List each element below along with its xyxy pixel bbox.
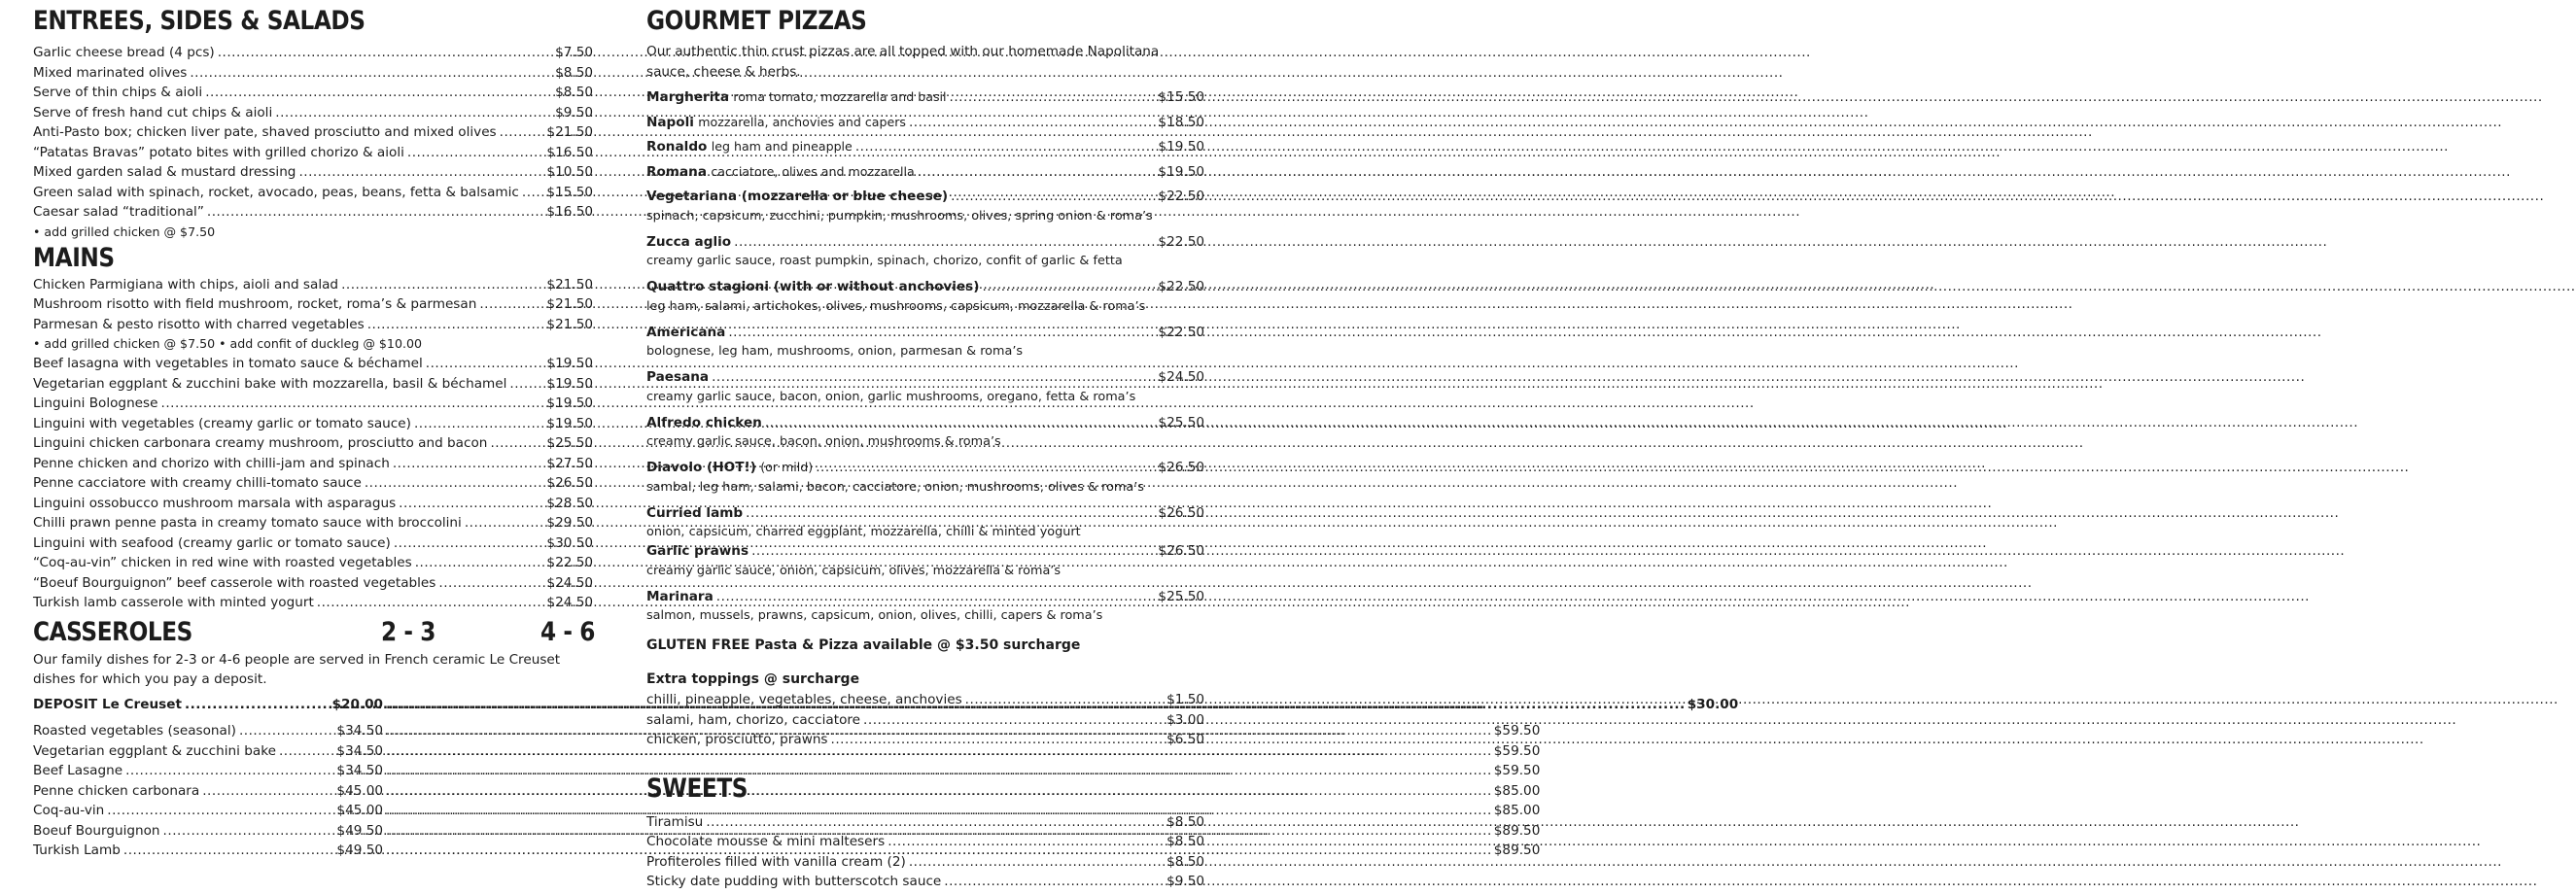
- sweet-item: Chocolate mousse & mini maltesers ..... $8.50: [646, 832, 1204, 852]
- menu-item: Anti-Pasto box; chicken liver pate, shaved prosciutto and mixed olives ..... $21.50: [33, 122, 593, 143]
- sweet-item: Tiramisu ..... $8.50: [646, 812, 1204, 833]
- pizza-toppings: spinach, capsicum, zucchini, pumpkin, mushrooms, olives, spring onion & roma’s: [646, 208, 1153, 224]
- mains-note: • add grilled chicken @ $7.50 • add confit of duckleg @ $10.00: [33, 336, 422, 351]
- menu-item: Parmesan & pesto risotto with charred vegetables ..... $21.50: [33, 315, 593, 335]
- extra-item: chilli, pineapple, vegetables, cheese, anchovies ..... $1.50: [646, 690, 1204, 710]
- pizzas-heading: GOURMET PIZZAS: [646, 6, 867, 36]
- casserole-item: Turkish Lamb ..... $49.50 ..... $89.50: [33, 841, 593, 861]
- pizza-toppings: sambal, leg ham, salami, bacon, cacciatore, onion, mushrooms, olives & roma’s: [646, 479, 1144, 495]
- right-column: [646, 0, 1204, 892]
- pizza-item: Napoli mozzarella, anchovies and capers ..... $18.50: [646, 113, 1204, 133]
- menu-item: Penne chicken and chorizo with chilli-jam and spinach ..... $27.50: [33, 454, 593, 474]
- pizza-item: Americana ..... $22.50: [646, 323, 1204, 343]
- pizza-item: Margherita roma tomato, mozzarella and basil ..... $15.50: [646, 87, 1204, 108]
- menu-item: Mushroom risotto with field mushroom, rocket, roma’s & parmesan ..... $21.50: [33, 294, 593, 315]
- menu-item: Serve of thin chips & aioli ..... $8.50: [33, 83, 593, 103]
- pizza-item: Vegetariana (mozzarella or blue cheese) ..... $22.50: [646, 187, 1204, 207]
- casserole-size-small: 2 - 3: [381, 616, 435, 647]
- pizza-toppings: onion, capsicum, charred eggplant, mozzarella, chilli & minted yogurt: [646, 525, 1081, 539]
- casseroles-header: [33, 617, 593, 650]
- menu-item: Linguini chicken carbonara creamy mushroom, prosciutto and bacon ..... $25.50: [33, 433, 593, 454]
- casserole-item: Penne chicken carbonara ..... $45.00 ..... $85.00: [33, 781, 593, 802]
- sweets-heading: SWEETS: [646, 773, 748, 804]
- pizza-item: Diavolo (HOT!) (or mild) ..... $26.50: [646, 458, 1204, 478]
- menu-item: Caesar salad “traditional” ..... $16.50: [33, 202, 593, 223]
- pizza-item: Marinara ..... $25.50: [646, 587, 1204, 607]
- menu-item: Mixed garden salad & mustard dressing ..... $10.50: [33, 162, 593, 183]
- pizza-item: Ronaldo leg ham and pineapple ..... $19.50: [646, 137, 1204, 157]
- menu-item: Chilli prawn penne pasta in creamy tomato sauce with broccolini ..... $29.50: [33, 513, 593, 533]
- entrees-heading: ENTREES, SIDES & SALADS: [33, 6, 366, 36]
- menu-item: Garlic cheese bread (4 pcs) ..... $7.50: [33, 43, 593, 63]
- gluten-free-note: GLUTEN FREE Pasta & Pizza available @ $3.50 surcharge: [646, 637, 1081, 653]
- casseroles-heading: CASSEROLES: [33, 616, 192, 647]
- extra-item: salami, ham, chorizo, cacciatore ..... $3.00: [646, 710, 1204, 731]
- menu-item: Serve of fresh hand cut chips & aioli ..... $9.50: [33, 103, 593, 123]
- menu-item: Linguini Bolognese ..... $19.50: [33, 394, 593, 414]
- menu-item: Green salad with spinach, rocket, avocado, peas, beans, fetta & balsamic ..... $15.50: [33, 183, 593, 203]
- casserole-item: Coq-au-vin ..... $45.00 ..... $85.00: [33, 801, 593, 821]
- pizza-toppings: creamy garlic sauce, onion, capsicum, olives, mozzarella & roma’s: [646, 563, 1062, 578]
- casserole-item: Boeuf Bourguignon ..... $49.50 ..... $89.50: [33, 821, 593, 842]
- casserole-item: Beef Lasagne ..... $34.50 ..... $59.50: [33, 761, 593, 781]
- pizza-item: Garlic prawns ..... $26.50: [646, 541, 1204, 562]
- pizza-toppings: leg ham, salami, artichokes, olives, mushrooms, capsicum, mozzarella & roma’s: [646, 298, 1146, 314]
- mains-heading: MAINS: [33, 242, 115, 273]
- extra-item: chicken, prosciutto, prawns ..... $6.50: [646, 730, 1204, 750]
- pizza-toppings: bolognese, leg ham, mushrooms, onion, parmesan & roma’s: [646, 344, 1024, 359]
- entrees-note: • add grilled chicken @ $7.50: [33, 224, 216, 239]
- menu-item: “Boeuf Bourguignon” beef casserole with roasted vegetables ..... $24.50: [33, 573, 593, 594]
- sweets-list: [646, 812, 1204, 892]
- menu-item: Chicken Parmigiana with chips, aioli and salad ..... $21.50: [33, 275, 593, 295]
- pizzas-list: [646, 87, 1204, 625]
- extra-toppings-list: [646, 690, 1204, 750]
- menu-item: Penne cacciatore with creamy chilli-tomato sauce ..... $26.50: [33, 473, 593, 494]
- menu-item: Turkish lamb casserole with minted yogurt ..... $24.50: [33, 593, 593, 613]
- menu-item: Mixed marinated olives ..... $8.50: [33, 63, 593, 84]
- menu-item: “Patatas Bravas” potato bites with grilled chorizo & aioli ..... $16.50: [33, 143, 593, 163]
- casserole-item: Roasted vegetables (seasonal) ..... $34.50 ..... $59.50: [33, 721, 593, 741]
- menu-item: Vegetarian eggplant & zucchini bake with mozzarella, basil & béchamel ..... $19.50: [33, 374, 593, 395]
- menu-item: Linguini ossobucco mushroom marsala with asparagus ..... $28.50: [33, 494, 593, 514]
- casserole-deposit: DEPOSIT Le Creuset ..... $20.00 ..... $30.00: [33, 695, 593, 715]
- casserole-item: Vegetarian eggplant & zucchini bake ..... $34.50 ..... $59.50: [33, 741, 593, 762]
- mains-list: [33, 275, 593, 613]
- menu-item: Linguini with seafood (creamy garlic or tomato sauce) ..... $30.50: [33, 533, 593, 554]
- pizza-toppings: creamy garlic sauce, roast pumpkin, spinach, chorizo, confit of garlic & fetta: [646, 254, 1123, 268]
- casserole-size-large: 4 - 6: [540, 616, 595, 647]
- pizza-toppings: creamy garlic sauce, bacon, onion, garlic mushrooms, oregano, fetta & roma’s: [646, 389, 1136, 404]
- extra-toppings-heading: Extra toppings @ surcharge: [646, 671, 860, 687]
- menu-item: Beef lasagna with vegetables in tomato sauce & béchamel ..... $19.50: [33, 354, 593, 374]
- casseroles-intro: Our family dishes for 2-3 or 4-6 people are served in French ceramic Le Creuset dishes for which you pay a deposit.: [33, 651, 561, 687]
- pizzas-intro: Our authentic thin crust pizzas are all topped with our homemade Napolitana sauce, cheese & herbs.: [646, 44, 1160, 80]
- menu-item: Linguini with vegetables (creamy garlic or tomato sauce) ..... $19.50: [33, 414, 593, 434]
- pizza-item: Quattro stagioni (with or without anchovies) ..... $22.50: [646, 277, 1204, 297]
- pizza-toppings: creamy garlic sauce, bacon, onion, mushrooms & roma’s: [646, 434, 1001, 449]
- pizza-toppings: salmon, mussels, prawns, capsicum, onion, olives, chilli, capers & roma’s: [646, 608, 1103, 623]
- pizza-item: Alfredo chicken ..... $25.50: [646, 413, 1204, 433]
- entrees-list: [33, 43, 593, 242]
- pizza-item: Zucca aglio ..... $22.50: [646, 232, 1204, 253]
- sweet-item: Sticky date pudding with butterscotch sauce ..... $9.50: [646, 872, 1204, 892]
- pizza-item: Paesana ..... $24.50: [646, 367, 1204, 388]
- pizza-item: Romana cacciatore, olives and mozzarella ..... $19.50: [646, 162, 1204, 183]
- pizza-item: Curried lamb ..... $26.50: [646, 503, 1204, 524]
- menu-item: “Coq-au-vin” chicken in red wine with roasted vegetables ..... $22.50: [33, 553, 593, 573]
- sweet-item: Profiteroles filled with vanilla cream (2) ..... $8.50: [646, 852, 1204, 873]
